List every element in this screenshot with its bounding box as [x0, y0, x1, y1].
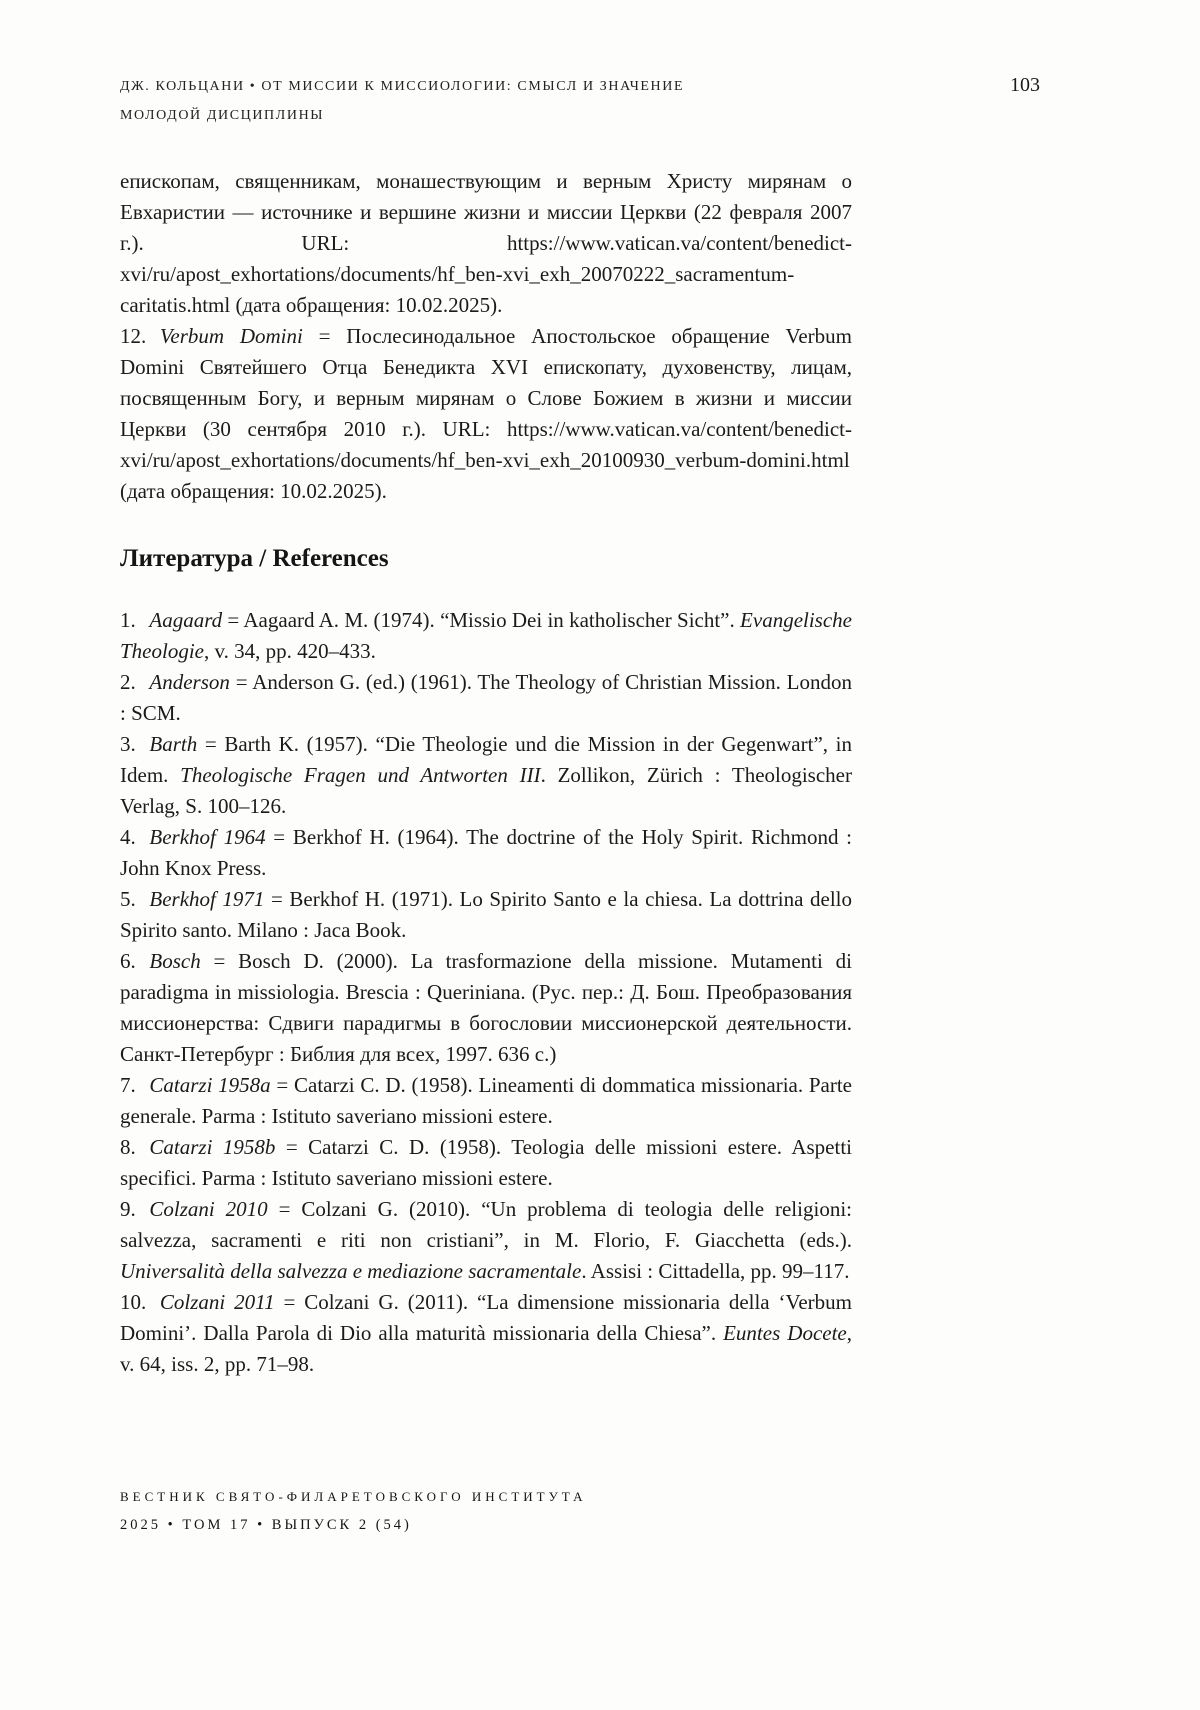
running-head-line2: МОЛОДОЙ ДИСЦИПЛИНЫ	[120, 108, 325, 123]
footer-issue-info: 2025 • ТОМ 17 • ВЫПУСК 2 (54)	[120, 1517, 412, 1533]
reference-item-1: 1. Aagaard = Aagaard A. M. (1974). “Missio Dei in katholischer Sicht”. Evangelische Theologie, v. 34, pp. 420–433.	[120, 608, 852, 663]
running-header	[120, 72, 1040, 130]
running-head	[120, 72, 684, 130]
reference-item-8: 8. Catarzi 1958b = Catarzi C. D. (1958). Teologia delle missioni estere. Aspetti specifici. Parma : Istituto saveriano missioni estere.	[120, 1135, 852, 1190]
running-head-line1: ДЖ. КОЛЬЦАНИ • ОТ МИССИИ К МИССИОЛОГИИ: СМЫСЛ И ЗНАЧЕНИЕ	[120, 79, 685, 94]
note-12: 12. Verbum Domini = Послесинодальное Апостольское обращение Verbum Domini Святейшего Отца Бенедикта XVI епископату, духовенству, лицам, посвященным Богу, и верным мирянам о Слове Божием в жизни и миссии Церкви (30 сентября 2010 г.). URL: https://www.vatican.va/content/benedict-xvi/ru/apost_exhortations/documents/hf_ben-xvi_exh_20100930_verbum-domini.html (дата обращения: 10.02.2025).	[120, 324, 852, 503]
reference-item-3: 3. Barth = Barth K. (1957). “Die Theologie und die Mission in der Gegenwart”, in Idem. Theologische Fragen und Antworten III. Zollikon, Zürich : Theologischer Verlag, S. 100–126.	[120, 732, 852, 818]
reference-item-5: 5. Berkhof 1971 = Berkhof H. (1971). Lo Spirito Santo e la chiesa. La dottrina dello Spirito santo. Milano : Jaca Book.	[120, 887, 852, 942]
reference-item-4: 4. Berkhof 1964 = Berkhof H. (1964). The doctrine of the Holy Spirit. Richmond : John Knox Press.	[120, 825, 852, 880]
page-number: 103	[1010, 74, 1040, 96]
reference-item-9: 9. Colzani 2010 = Colzani G. (2010). “Un problema di teologia delle religioni: salvezza, sacramenti e riti non cristiani”, in M. Florio, F. Giacchetta (eds.). Universalità della salvezza e mediazione sacramentale. Assisi : Cittadella, pp. 99–117.	[120, 1197, 852, 1283]
references-list	[120, 605, 852, 1380]
article-body	[120, 166, 852, 1380]
reference-item-2: 2. Anderson = Anderson G. (ed.) (1961). The Theology of Christian Mission. London : SCM.	[120, 670, 852, 725]
reference-item-10: 10. Colzani 2011 = Colzani G. (2011). “La dimensione missionaria della ‘Verbum Domini’. Dalla Parola di Dio alla maturità missionaria della Chiesa”. Euntes Docete, v. 64, iss. 2, pp. 71–98.	[120, 1290, 852, 1376]
note-11-continuation: епископам, священникам, монашествующим и верным Христу мирянам о Евхаристии — источнике и вершине жизни и миссии Церкви (22 февраля 2007 г.). URL: https://www.vatican.va/content/benedict-xvi/ru/apost_exhortations/documents/hf_ben-xvi_exh_20070222_sacramentum-caritatis.html (дата обращения: 10.02.2025).	[120, 169, 852, 317]
footer-journal-title: ВЕСТНИК СВЯТО-ФИЛАРЕТОВСКОГО ИНСТИТУТА	[120, 1489, 587, 1504]
reference-item-7: 7. Catarzi 1958a = Catarzi C. D. (1958). Lineamenti di dommatica missionaria. Parte generale. Parma : Istituto saveriano missioni estere.	[120, 1073, 852, 1128]
references-heading: Литература / References	[120, 545, 389, 572]
journal-footer	[120, 1482, 586, 1540]
reference-item-6: 6. Bosch = Bosch D. (2000). La trasformazione della missione. Mutamenti di paradigma in missiologia. Brescia : Queriniana. (Рус. пер.: Д. Бош. Преобразования миссионерства: Сдвиги парадигмы в богословии миссионерской деятельности. Санкт-Петербург : Библия для всех, 1997. 636 с.)	[120, 949, 852, 1066]
